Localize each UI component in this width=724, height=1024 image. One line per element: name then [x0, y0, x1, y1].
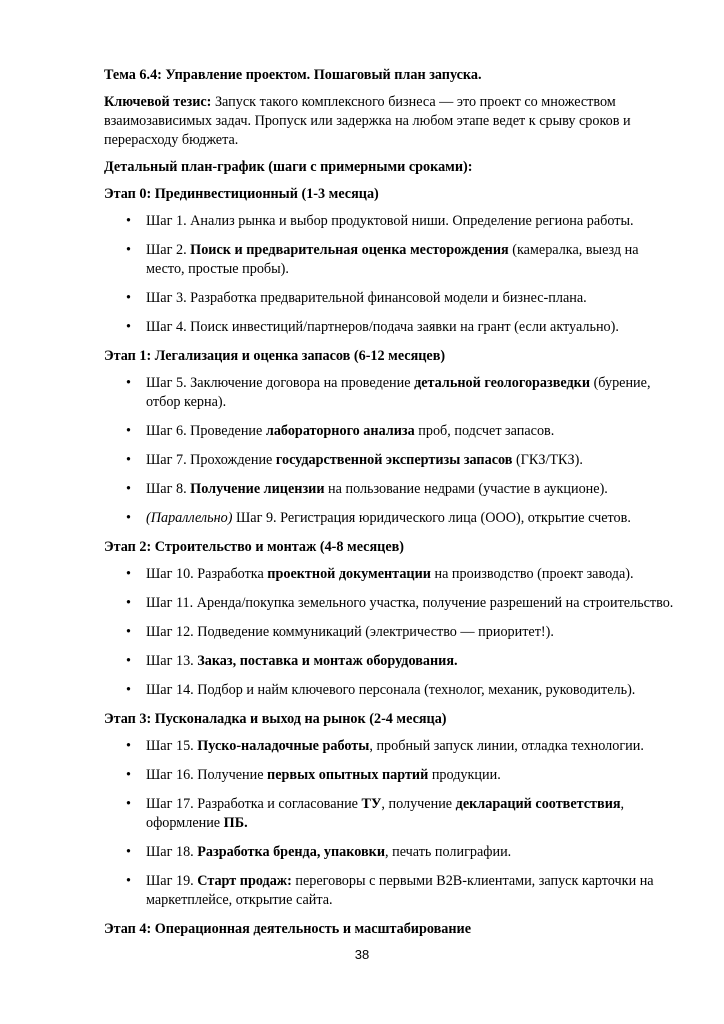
step-text: Шаг 12. Подведение коммуникаций (электричество — приоритет!). [146, 624, 554, 640]
step-text: на производство (проект завода). [430, 566, 634, 582]
step-emphasis: проектной документации [267, 566, 431, 582]
step-text: Шаг 1. Анализ рынка и выбор продуктовой ниши. Определение региона работы. [146, 213, 634, 229]
step-list [104, 212, 676, 337]
stage-heading: Этап 0: Прединвестиционный (1-3 месяца) [104, 186, 379, 202]
topic-title: Тема 6.4: Управление проектом. Пошаговый план запуска. [104, 67, 482, 83]
stage-heading: Этап 2: Строительство и монтаж (4-8 месяцев) [104, 539, 405, 555]
step-text: переговоры с первыми B2B-клиентами, запуск карточки на маркетплейсе, открытие сайта. [146, 873, 654, 908]
step-emphasis: детальной геологоразведки [414, 375, 591, 391]
bullet-icon: • [126, 319, 131, 335]
step-text: , получение [381, 796, 456, 812]
bullet-icon: • [126, 566, 131, 582]
step-emphasis: Получение лицензии [190, 481, 325, 497]
step-item [104, 681, 676, 700]
step-text: Шаг 17. Разработка и согласование [146, 796, 362, 812]
bullet-icon: • [126, 767, 131, 783]
bullet-icon: • [126, 481, 131, 497]
step-text: (бурение, отбор керна). [146, 375, 651, 410]
step-item [104, 652, 676, 671]
step-text: Шаг 10. Разработка [146, 566, 268, 582]
bullet-icon: • [126, 213, 131, 229]
step-text: , печать полиграфии. [385, 844, 512, 860]
step-text: Шаг 9. Регистрация юридического лица (ООО), открытие счетов. [232, 510, 631, 526]
step-emphasis: государственной экспертизы запасов [275, 452, 513, 468]
step-text: проб, подсчет запасов. [414, 423, 555, 439]
thesis-text: Запуск такого комплексного бизнеса — это проект со множеством взаимозависимых задач. Пропуск или задержка на любом этапе ведет к срыву сроков и перерасходу бюджета. [104, 94, 631, 148]
step-note: (Параллельно) [146, 510, 233, 526]
stage-heading: Этап 4: Операционная деятельность и масштабирование [104, 921, 472, 937]
step-item [104, 422, 676, 441]
step-emphasis: лабораторного анализа [265, 423, 415, 439]
step-text: Шаг 18. [146, 844, 198, 860]
step-item [104, 212, 676, 231]
step-emphasis: деклараций соответствия [455, 796, 621, 812]
step-item [104, 737, 676, 756]
step-item [104, 241, 676, 279]
step-text: Шаг 11. Аренда/покупка земельного участка, получение разрешений на строительство. [146, 595, 674, 611]
step-item [104, 594, 676, 613]
step-item [104, 451, 676, 470]
step-item [104, 480, 676, 499]
step-text: (ГКЗ/ТКЗ). [512, 452, 583, 468]
bullet-icon: • [126, 242, 131, 258]
bullet-icon: • [126, 738, 131, 754]
step-text: Шаг 3. Разработка предварительной финансовой модели и бизнес-плана. [146, 290, 587, 306]
step-text: Шаг 15. [146, 738, 198, 754]
thesis-label: Ключевой тезис: [104, 94, 212, 110]
step-emphasis: первых опытных партий [267, 767, 429, 783]
step-text: Шаг 14. Подбор и найм ключевого персонала (технолог, механик, руководитель). [146, 682, 636, 698]
step-emphasis: Разработка бренда, упаковки [197, 844, 386, 860]
plan-heading: Детальный план-график (шаги с примерными сроками): [104, 159, 473, 175]
bullet-icon: • [126, 595, 131, 611]
step-list [104, 737, 676, 910]
step-text: Шаг 4. Поиск инвестиций/партнеров/подача заявки на грант (если актуально). [146, 319, 619, 335]
step-emphasis: Заказ, поставка и монтаж оборудования. [197, 653, 458, 669]
stages-list [104, 185, 676, 939]
step-text: Шаг 6. Проведение [146, 423, 266, 439]
step-text: , оформление [146, 796, 625, 831]
step-item [104, 509, 676, 528]
step-item [104, 318, 676, 337]
key-thesis [104, 93, 676, 150]
step-list [104, 374, 676, 528]
step-item [104, 872, 676, 910]
step-text: Шаг 7. Прохождение [146, 452, 276, 468]
bullet-icon: • [126, 375, 131, 391]
bullet-icon: • [126, 873, 131, 889]
page-number: 38 [354, 947, 370, 962]
step-item [104, 843, 676, 862]
bullet-icon: • [126, 796, 131, 812]
step-text: Шаг 16. Получение [146, 767, 268, 783]
step-text: (камералка, выезд на место, простые пробы). [146, 242, 639, 277]
step-text: Шаг 19. [146, 873, 198, 889]
bullet-icon: • [126, 290, 131, 306]
bullet-icon: • [126, 653, 131, 669]
step-text: , пробный запуск линии, отладка технологии. [369, 738, 644, 754]
step-text: Шаг 13. [146, 653, 198, 669]
step-text: продукции. [428, 767, 501, 783]
step-emphasis: Пуско-наладочные работы [197, 738, 370, 754]
step-text: на пользование недрами (участие в аукционе). [324, 481, 608, 497]
step-emphasis: ТУ [361, 796, 382, 812]
step-text: Шаг 2. [146, 242, 191, 258]
step-item [104, 289, 676, 308]
stage-heading: Этап 1: Легализация и оценка запасов (6-12 месяцев) [104, 348, 446, 364]
step-item [104, 374, 676, 412]
step-item [104, 565, 676, 584]
bullet-icon: • [126, 510, 131, 526]
page-content [104, 66, 676, 947]
step-item [104, 795, 676, 833]
bullet-icon: • [126, 624, 131, 640]
step-item [104, 623, 676, 642]
step-list [104, 565, 676, 700]
stage-heading: Этап 3: Пусконаладка и выход на рынок (2-4 месяца) [104, 711, 447, 727]
step-emphasis: Поиск и предварительная оценка месторождения [190, 242, 509, 258]
step-emphasis: Старт продаж: [197, 873, 292, 889]
bullet-icon: • [126, 844, 131, 860]
bullet-icon: • [126, 452, 131, 468]
bullet-icon: • [126, 682, 131, 698]
step-text: Шаг 8. [146, 481, 191, 497]
step-item [104, 766, 676, 785]
bullet-icon: • [126, 423, 131, 439]
step-text: Шаг 5. Заключение договора на проведение [146, 375, 415, 391]
step-emphasis: ПБ. [223, 815, 248, 831]
